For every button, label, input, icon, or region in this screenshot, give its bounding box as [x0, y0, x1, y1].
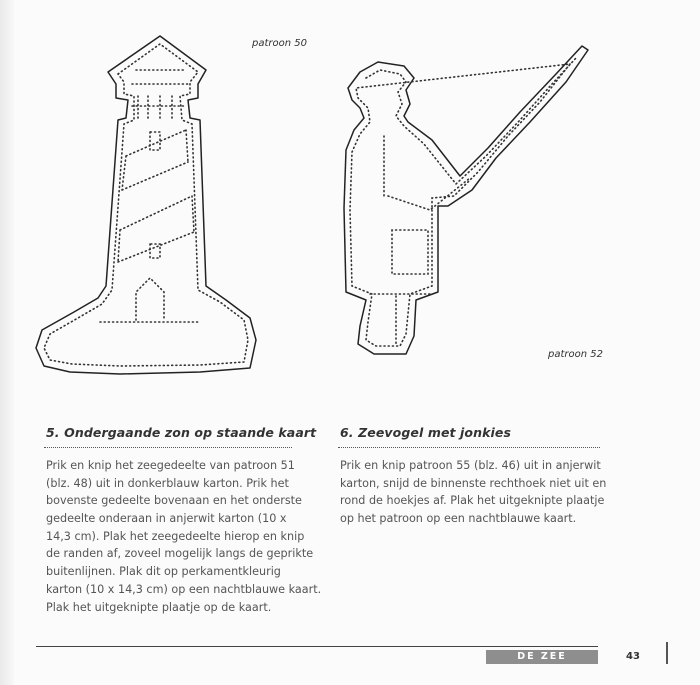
body-line: bovenste gedeelte bovenaan en het onderste — [46, 494, 302, 508]
fisherman-pattern — [344, 46, 588, 354]
section-divider-6 — [338, 447, 600, 448]
body-line: 14,3 cm). Plak het zeegedeelte hierop en knip — [46, 529, 305, 543]
page-number: 43 — [626, 651, 640, 662]
pattern-label-50: patroon 50 — [252, 38, 307, 49]
lighthouse-window — [150, 132, 160, 258]
body-line: Prik en knip patroon 55 (blz. 46) uit in anjerwit — [340, 459, 601, 472]
fisherman-pocket — [392, 230, 428, 274]
body-line: rond de hoekjes af. Plak het uitgeknipte plaatje — [340, 494, 605, 508]
section-title-6: 6. Zeevogel met jonkies — [340, 425, 512, 440]
body-line: op het patroon op een nachtblauwe kaart. — [340, 512, 577, 526]
fisherman-legs — [370, 294, 430, 346]
section-body-5 — [46, 457, 321, 616]
body-line: karton (10 x 14,3 cm) op een nachtblauwe kaart. — [46, 582, 322, 596]
body-line: karton, snijd de binnenste rechthoek niet uit en — [340, 476, 607, 490]
section-divider-5 — [44, 447, 292, 448]
page-margin-mark — [666, 642, 668, 664]
body-line: (blz. 48) uit in donkerblauw karton. Prik het — [46, 476, 289, 490]
lighthouse-stripes — [118, 130, 194, 262]
fisherman-stitch-outer — [350, 58, 576, 346]
lighthouse-stitch-outer — [44, 44, 248, 366]
body-line: gedeelte onderaan in anjerwit karton (10 x — [46, 512, 287, 526]
lighthouse-pattern — [36, 36, 256, 374]
body-line: Plak het uitgeknipte plaatje op de kaart. — [46, 600, 272, 614]
section-body-6 — [340, 457, 606, 528]
fisherman-outline — [344, 46, 588, 354]
lighthouse-lamp-dots — [132, 70, 188, 118]
section-title-5: 5. Ondergaande zon op staande kaart — [46, 425, 317, 440]
lighthouse-door — [136, 278, 164, 320]
section-tag: DE ZEE — [486, 650, 598, 664]
pattern-label-52: patroon 52 — [548, 349, 603, 360]
body-line: Prik en knip het zeegedeelte van patroon 51 — [46, 459, 295, 472]
body-line: buitenlijnen. Plak dit op perkamentkleurig — [46, 565, 281, 579]
footer-rule — [36, 646, 598, 647]
body-line: de randen af, zoveel mogelijk langs de geprikte — [46, 547, 314, 561]
